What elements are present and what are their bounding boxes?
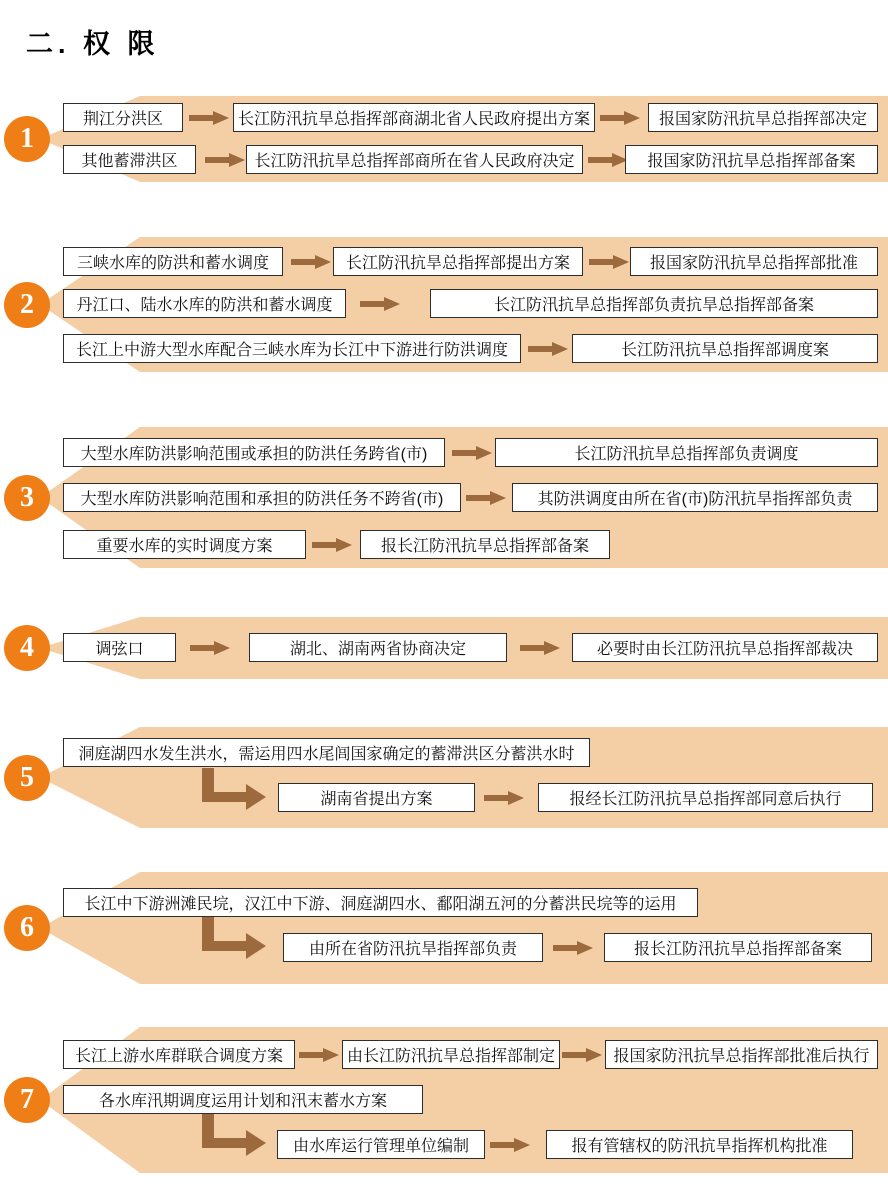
flow-box: 长江防汛抗旱总指挥部负责抗旱总指挥部备案 xyxy=(430,289,878,318)
flow-box: 报长江防汛抗旱总指挥部备案 xyxy=(360,530,610,559)
section-5 xyxy=(0,727,888,828)
section-4 xyxy=(0,617,888,679)
arrow-right-icon xyxy=(190,640,230,656)
flow-box: 长江防汛抗旱总指挥部提出方案 xyxy=(333,247,583,276)
arrow-right-icon xyxy=(600,110,640,126)
flow-box: 各水库汛期调度运用计划和汛末蓄水方案 xyxy=(63,1085,423,1114)
flow-box: 必要时由长江防汛抗旱总指挥部裁决 xyxy=(572,633,878,662)
section-1 xyxy=(0,96,888,182)
flow-box: 报国家防汛抗旱总指挥部决定 xyxy=(648,103,878,132)
flow-box: 报国家防汛抗旱总指挥部备案 xyxy=(625,145,878,174)
arrow-right-icon xyxy=(360,296,400,312)
flow-box: 湖北、湖南两省协商决定 xyxy=(249,633,507,662)
flow-box: 长江防汛抗旱总指挥部商所在省人民政府决定 xyxy=(246,145,583,174)
arrow-right-icon xyxy=(528,341,568,357)
arrow-right-icon xyxy=(205,152,245,168)
section-number-badge: 1 xyxy=(4,116,50,162)
elbow-arrow-icon xyxy=(200,917,266,959)
section-3 xyxy=(0,427,888,568)
flow-box: 三峡水库的防洪和蓄水调度 xyxy=(63,247,283,276)
flow-box: 大型水库防洪影响范围和承担的防洪任务不跨省(市) xyxy=(63,483,461,512)
elbow-arrow-icon xyxy=(200,768,266,810)
arrow-right-icon xyxy=(588,152,628,168)
arrow-right-icon xyxy=(490,1137,530,1153)
flow-box: 报国家防汛抗旱总指挥部批准后执行 xyxy=(605,1040,878,1069)
flow-box: 长江上游水库群联合调度方案 xyxy=(63,1040,295,1069)
page-title: 二. 权 限 xyxy=(26,29,160,59)
flow-box: 长江中下游洲滩民垸，汉江中下游、洞庭湖四水、鄱阳湖五河的分蓄洪民垸等的运用 xyxy=(63,888,698,917)
arrow-right-icon xyxy=(466,490,506,506)
flow-box: 调弦口 xyxy=(63,633,176,662)
flow-box: 洞庭湖四水发生洪水，需运用四水尾闾国家确定的蓄滞洪区分蓄洪水时 xyxy=(63,738,590,767)
flow-box: 长江防汛抗旱总指挥部调度案 xyxy=(572,334,878,363)
arrow-right-icon xyxy=(312,537,352,553)
flow-box: 由长江防汛抗旱总指挥部制定 xyxy=(342,1040,560,1069)
section-6 xyxy=(0,872,888,984)
section-number-badge: 3 xyxy=(4,475,50,521)
flow-box: 报长江防汛抗旱总指挥部备案 xyxy=(604,933,872,962)
arrow-right-icon xyxy=(520,640,560,656)
section-number-badge: 7 xyxy=(4,1077,50,1123)
flow-box: 长江防汛抗旱总指挥部商湖北省人民政府提出方案 xyxy=(233,103,595,132)
arrow-right-icon xyxy=(299,1047,339,1063)
flow-box: 报国家防汛抗旱总指挥部批准 xyxy=(630,247,878,276)
arrow-right-icon xyxy=(452,445,492,461)
flow-box: 由水库运行管理单位编制 xyxy=(277,1130,485,1159)
section-number-badge: 4 xyxy=(4,625,50,671)
arrow-right-icon xyxy=(553,940,593,956)
flow-box: 重要水库的实时调度方案 xyxy=(63,530,306,559)
arrow-right-icon xyxy=(589,254,629,270)
section-number-badge: 6 xyxy=(4,905,50,951)
section-2 xyxy=(0,237,888,372)
flow-box: 湖南省提出方案 xyxy=(278,783,475,812)
elbow-arrow-icon xyxy=(200,1114,266,1156)
flow-box: 报经长江防汛抗旱总指挥部同意后执行 xyxy=(538,783,873,812)
flow-box: 长江上中游大型水库配合三峡水库为长江中下游进行防洪调度 xyxy=(63,334,521,363)
arrow-right-icon xyxy=(484,790,524,806)
flow-box: 其他蓄滞洪区 xyxy=(63,145,196,174)
flow-box: 由所在省防汛抗旱指挥部负责 xyxy=(283,933,543,962)
arrow-right-icon xyxy=(291,254,331,270)
section-number-badge: 5 xyxy=(4,755,50,801)
flow-box: 荆江分洪区 xyxy=(63,103,183,132)
flow-box: 报有管辖权的防汛抗旱指挥机构批准 xyxy=(546,1130,853,1159)
flow-box: 丹江口、陆水水库的防洪和蓄水调度 xyxy=(63,289,346,318)
flow-box: 长江防汛抗旱总指挥部负责调度 xyxy=(495,438,878,467)
arrow-right-icon xyxy=(189,110,229,126)
flow-box: 大型水库防洪影响范围或承担的防洪任务跨省(市) xyxy=(63,438,445,467)
section-number-badge: 2 xyxy=(4,282,50,328)
arrow-right-icon xyxy=(562,1047,602,1063)
section-7 xyxy=(0,1027,888,1173)
flow-box: 其防洪调度由所在省(市)防汛抗旱指挥部负责 xyxy=(512,483,878,512)
